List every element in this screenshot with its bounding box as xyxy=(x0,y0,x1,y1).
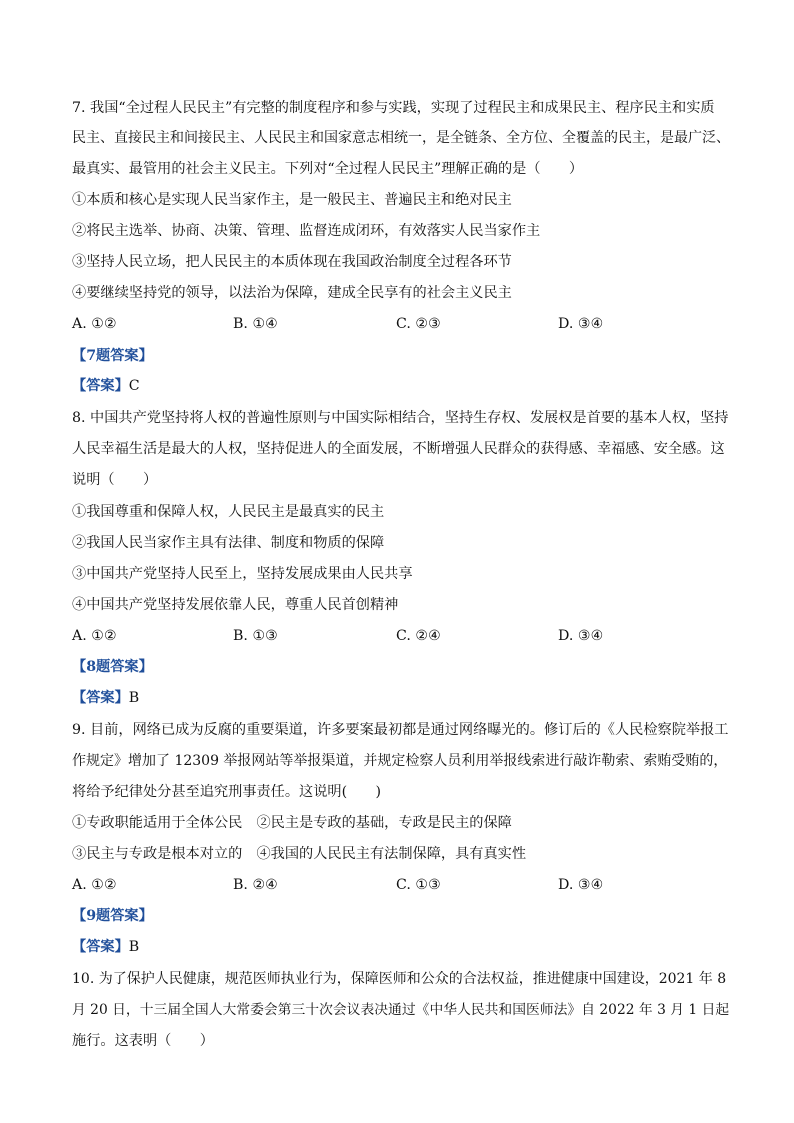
q10-stem-line-2: 月 20 日，十三届全国人大常委会第三十次会议表决通过《中华人民共和国医师法》自 2022 年 3 月 1 日起 xyxy=(72,1002,730,1018)
q7-item-3: ③坚持人民立场，把人民民主的本质体现在我国政治制度全过程各环节 xyxy=(72,254,512,270)
q9-answer-value: B xyxy=(128,939,140,955)
q9-answer-row xyxy=(72,937,732,957)
q10-stem-line-1: 10. 为了保护人民健康，规范医师执业行为，保障医师和公众的合法权益，推进健康中国建设，2021 年 8 xyxy=(72,971,727,987)
q7-answer-value: C xyxy=(128,378,140,394)
q8-answer-label: 【答案】 xyxy=(72,690,129,706)
q9-answer-header: 【9题答案】 xyxy=(72,908,153,924)
q7-option-a: A. ①② xyxy=(72,316,117,332)
q8-option-b: B. ①③ xyxy=(233,628,278,644)
q7-option-b: B. ①④ xyxy=(233,316,278,332)
q7-option-d: D. ③④ xyxy=(558,316,604,332)
q8-item-2: ②我国人民当家作主具有法律、制度和物质的保障 xyxy=(72,535,385,551)
q8-stem-line-2: 人民幸福生活是最大的人权，坚持促进人的全面发展，不断增强人民群众的获得感、幸福感、安全感。这 xyxy=(72,441,725,457)
q7-answer-row xyxy=(72,376,732,396)
q7-stem-line-1: 7. 我国“全过程人民民主”有完整的制度程序和参与实践，实现了过程民主和成果民主、程序民主和实质 xyxy=(72,100,715,116)
q9-answer-label: 【答案】 xyxy=(72,939,129,955)
q8-answer-header: 【8题答案】 xyxy=(72,659,153,675)
q7-stem-line-2: 民主、直接民主和间接民主、人民民主和国家意志相统一，是全链条、全方位、全覆盖的民主，是最广泛、 xyxy=(72,130,730,146)
q7-item-4: ④要继续坚持党的领导，以法治为保障，建成全民享有的社会主义民主 xyxy=(72,285,512,301)
q9-stem-line-1: 9. 目前，网络已成为反腐的重要渠道，许多要案最初都是通过网络曝光的。修订后的《人民检察院举报工 xyxy=(72,722,729,738)
q9-stem-line-3: 将给予纪律处分甚至追究刑事责任。这说明( ) xyxy=(72,784,382,800)
q10-stem-line-3: 施行。这表明（ ） xyxy=(72,1033,214,1049)
q9-option-c: C. ①③ xyxy=(396,877,441,893)
q9-option-a: A. ①② xyxy=(72,877,117,893)
q7-item-1: ①本质和核心是实现人民当家作主，是一般民主、普遍民主和绝对民主 xyxy=(72,192,512,208)
q8-answer-row xyxy=(72,688,732,708)
q7-item-2: ②将民主选举、协商、决策、管理、监督连成闭环，有效落实人民当家作主 xyxy=(72,223,541,239)
q8-stem-line-1: 8. 中国共产党坚持将人权的普遍性原则与中国实际相结合，坚持生存权、发展权是首要的基本人权，坚持 xyxy=(72,410,729,426)
q8-option-d: D. ③④ xyxy=(558,628,604,644)
q8-option-a: A. ①② xyxy=(72,628,117,644)
q7-answer-header: 【7题答案】 xyxy=(72,348,153,364)
q8-option-c: C. ②④ xyxy=(396,628,441,644)
q9-item-row-1: ①专政职能适用于全体公民 ②民主是专政的基础，专政是民主的保障 xyxy=(72,815,512,831)
q9-item-row-2: ③民主与专政是根本对立的 ④我国的人民民主有法制保障，具有真实性 xyxy=(72,846,527,862)
q8-item-1: ①我国尊重和保障人权，人民民主是最真实的民主 xyxy=(72,504,385,520)
q8-answer-value: B xyxy=(128,690,140,706)
q7-stem-line-3: 最真实、最管用的社会主义民主。下列对“全过程人民民主”理解正确的是（ ） xyxy=(72,161,584,177)
q8-item-3: ③中国共产党坚持人民至上，坚持发展成果由人民共享 xyxy=(72,566,413,582)
q7-option-c: C. ②③ xyxy=(396,316,441,332)
q9-option-d: D. ③④ xyxy=(558,877,604,893)
q9-stem-line-2: 作规定》增加了 12309 举报网站等举报渠道，并规定检察人员利用举报线索进行敲诈勒索、索贿受贿的， xyxy=(72,753,728,769)
q8-stem-line-3: 说明（ ） xyxy=(72,472,158,488)
q8-item-4: ④中国共产党坚持发展依靠人民，尊重人民首创精神 xyxy=(72,597,399,613)
q9-option-b: B. ②④ xyxy=(233,877,278,893)
q7-answer-label: 【答案】 xyxy=(72,378,129,394)
